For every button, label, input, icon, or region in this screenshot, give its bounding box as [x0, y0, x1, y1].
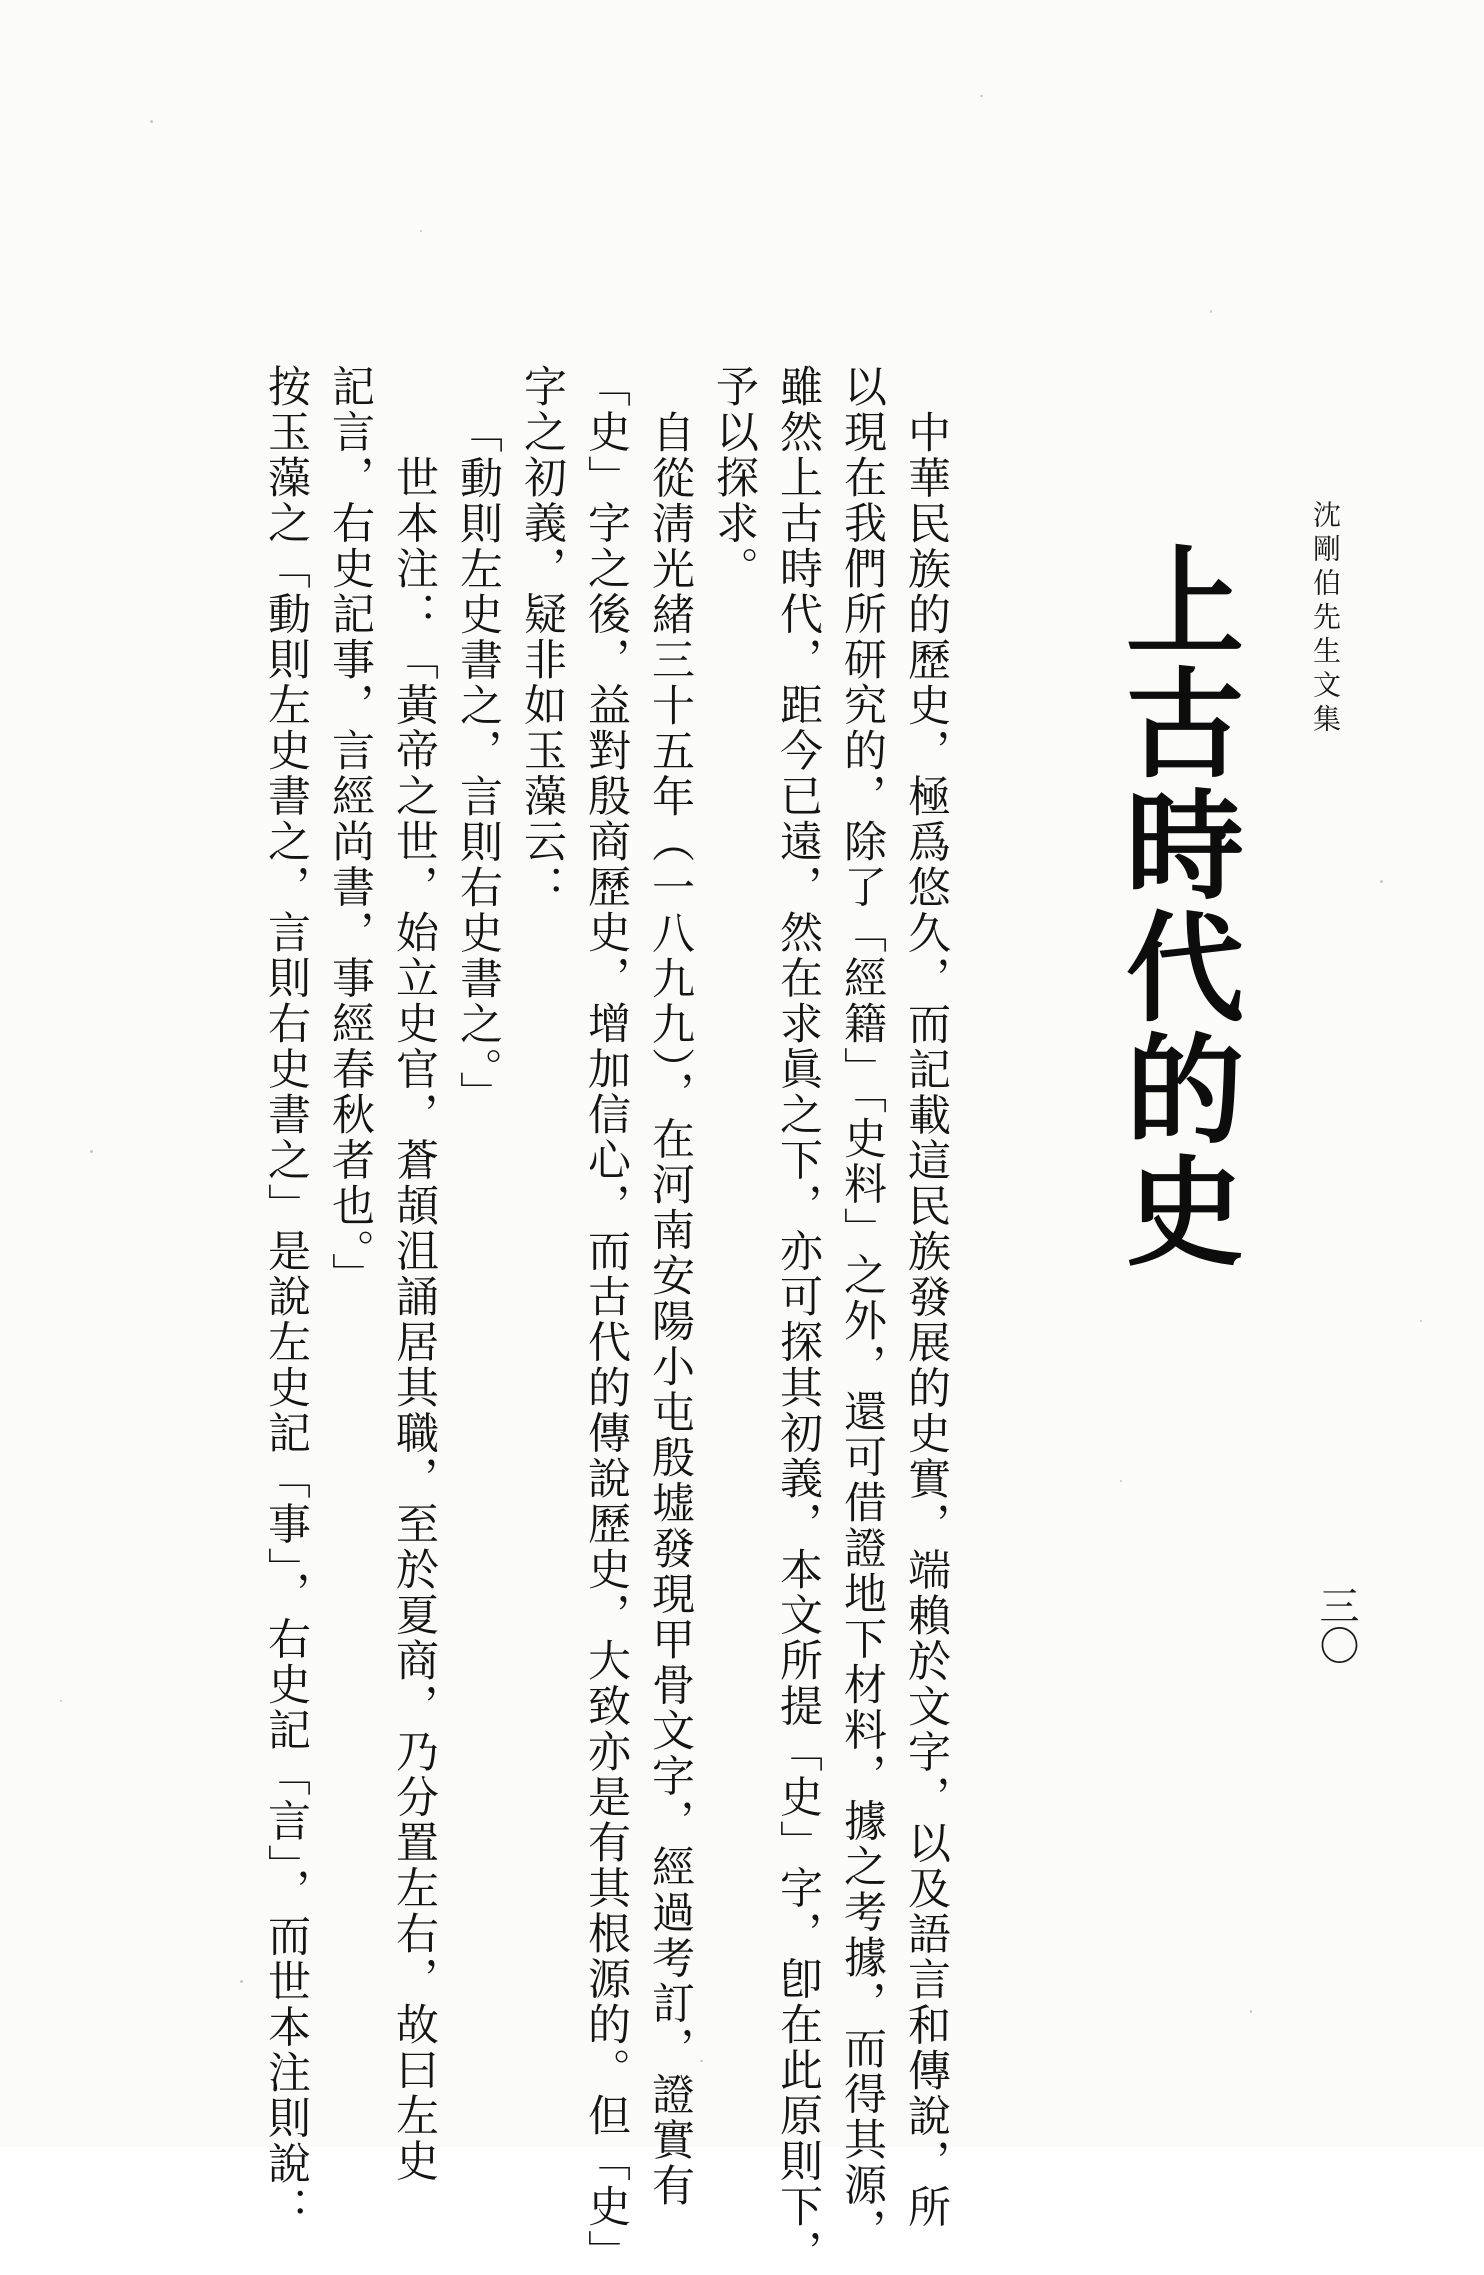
page-number: 三〇: [1313, 1585, 1359, 1665]
body-line: 以現在我們所研究的，除了「經籍」「史料」之外，還可借證地下材料，據之考據，而得其源，: [837, 364, 887, 2254]
body-line: 中華民族的歷史，極爲悠久，而記載這民族發展的史實，端賴於文字，以及語言和傳說，所: [901, 410, 951, 2230]
body-line: 「史」字之後，益對殷商歷史，增加信心，而古代的傳說歷史，大致亦是有其根源的。但「史」: [581, 364, 631, 2275]
scan-speck: [700, 2060, 703, 2062]
chapter-title: 上古時代的史: [1106, 540, 1245, 1272]
scan-speck: [420, 230, 422, 232]
scan-speck: [980, 95, 983, 97]
scan-speck: [1420, 1320, 1422, 1322]
body-line: 予以探求。: [709, 364, 759, 592]
body-line: 自從淸光緒三十五年（一八九九），在河南安陽小屯殷墟發現甲骨文字，經過考訂，證實有: [645, 410, 695, 2209]
body-line: 世本注：「黃帝之世，始立史官，蒼頡沮誦居其職，至於夏商，乃分置左右，故曰左史: [389, 455, 439, 2184]
scan-speck: [60, 1700, 62, 1702]
scan-speck: [150, 120, 153, 123]
body-line: 字之初義，疑非如玉藻云：: [517, 364, 567, 910]
scan-speck: [1380, 880, 1383, 883]
body-line: 記言，右史記事，言經尚書，事經春秋者也。」: [325, 364, 375, 1298]
scan-speck: [240, 1980, 243, 1983]
scan-speck: [1120, 1480, 1122, 1482]
scan-speck: [90, 1150, 93, 1153]
scan-speck: [1210, 310, 1212, 313]
scan-speck: [1250, 2010, 1252, 2013]
body-line: 「動則左史書之，言則右史書之。」: [453, 410, 503, 1117]
body-line: 按玉藻之「動則左史書之，言則右史書之」是說左史記「事」，右史記「言」，而世本注則說：: [261, 364, 311, 2232]
body-line: 雖然上古時代，距今已遠，然在求眞之下，亦可探其初義，本文所提「史」字，卽在此原則下，: [773, 364, 823, 2275]
running-head: 沈剛伯先生文集: [1309, 500, 1342, 738]
